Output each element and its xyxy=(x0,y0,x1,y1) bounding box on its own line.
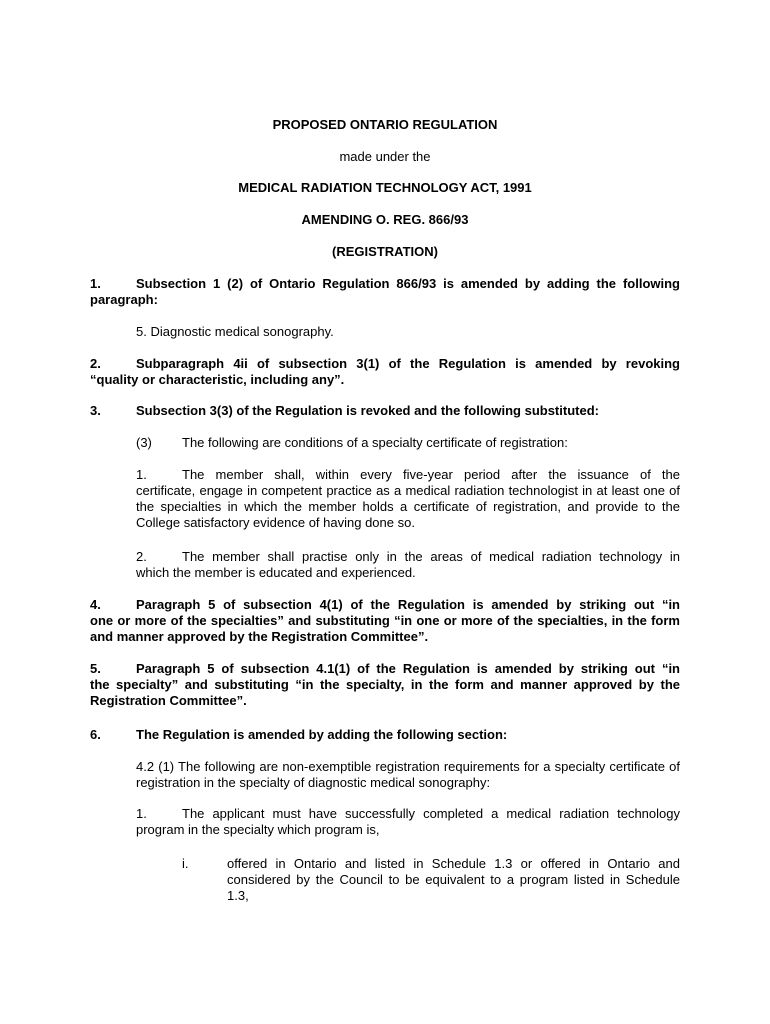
section-6-number: 6. xyxy=(90,727,101,742)
section-6-paragraph-1 xyxy=(136,806,680,838)
made-under-line: made under the xyxy=(339,149,431,164)
section-3-sub-text: The following are conditions of a specialty certificate of registration: xyxy=(182,435,568,450)
section-2 xyxy=(90,356,680,388)
section-3-p1-number: 1. xyxy=(136,467,147,482)
section-2-heading-first: Subparagraph 4ii of subsection 3(1) of the Regulation is amended by revoking xyxy=(136,356,680,371)
section-3 xyxy=(90,403,680,419)
amending-line: AMENDING O. REG. 866/93 xyxy=(301,212,469,227)
section-4 xyxy=(90,597,680,645)
section-6 xyxy=(90,727,680,743)
section-3-p2-rest: which the member is educated and experienced. xyxy=(136,565,416,580)
section-6-roman-text: offered in Ontario and listed in Schedule 1.3 or offered in Ontario and considered by the Council to be equivalent to a program listed in Schedule 1.3, xyxy=(227,856,680,903)
section-5-number: 5. xyxy=(90,661,101,676)
section-6-heading: The Regulation is amended by adding the following section: xyxy=(136,727,508,742)
section-3-heading: Subsection 3(3) of the Regulation is revoked and the following substituted: xyxy=(136,403,599,418)
section-3-p2-number: 2. xyxy=(136,549,147,564)
section-1 xyxy=(90,276,680,308)
section-1-heading-first: Subsection 1 (2) of Ontario Regulation 866/93 is amended by adding the following xyxy=(136,276,680,291)
section-4-heading-first: Paragraph 5 of subsection 4(1) of the Regulation is amended by striking out “in xyxy=(136,597,680,612)
section-3-p1-first: The member shall, within every five-year period after the issuance of the xyxy=(182,467,680,482)
section-1-number: 1. xyxy=(90,276,101,291)
subject-line: (REGISTRATION) xyxy=(332,244,438,259)
section-4-heading-rest: one or more of the specialties” and substituting “in one or more of the specialties, in the form and manner approved by the Registration Committee”. xyxy=(90,613,680,644)
section-2-number: 2. xyxy=(90,356,101,371)
regulation-title: PROPOSED ONTARIO REGULATION xyxy=(272,117,498,132)
section-3-paragraph-2 xyxy=(136,549,680,581)
section-4-number: 4. xyxy=(90,597,101,612)
section-6-p1-first: The applicant must have successfully completed a medical radiation technology xyxy=(182,806,680,821)
section-5-heading-first: Paragraph 5 of subsection 4.1(1) of the Regulation is amended by striking out “in xyxy=(136,661,680,676)
section-6-roman-number: i. xyxy=(182,856,189,871)
section-5-heading-rest: the specialty” and substituting “in the specialty, in the form and manner approved by the Registration Committee”. xyxy=(90,677,680,708)
section-6-p1-number: 1. xyxy=(136,806,147,821)
section-1-item: 5. Diagnostic medical sonography. xyxy=(136,324,334,339)
section-5 xyxy=(90,661,680,709)
section-3-paragraph-1 xyxy=(136,467,680,531)
section-3-subsection xyxy=(136,435,680,451)
section-3-p1-rest: certificate, engage in competent practice as a medical radiation technologist in at least one of the specialties in which the member holds a certificate of registration, and provide to the College satisfactory evidence of having done so. xyxy=(136,483,680,530)
section-2-heading-rest: “quality or characteristic, including any”. xyxy=(90,372,345,387)
section-6-p1-rest: program in the specialty which program is, xyxy=(136,822,380,837)
section-3-sub-number: (3) xyxy=(136,435,152,450)
act-name: MEDICAL RADIATION TECHNOLOGY ACT, 1991 xyxy=(238,180,532,195)
section-3-p2-first: The member shall practise only in the areas of medical radiation technology in xyxy=(182,549,680,564)
section-1-heading-rest: paragraph: xyxy=(90,292,158,307)
section-3-number: 3. xyxy=(90,403,101,418)
section-6-intro: 4.2 (1) The following are non-exemptible registration requirements for a specialty certificate of registration in the specialty of diagnostic medical sonography: xyxy=(136,759,680,790)
